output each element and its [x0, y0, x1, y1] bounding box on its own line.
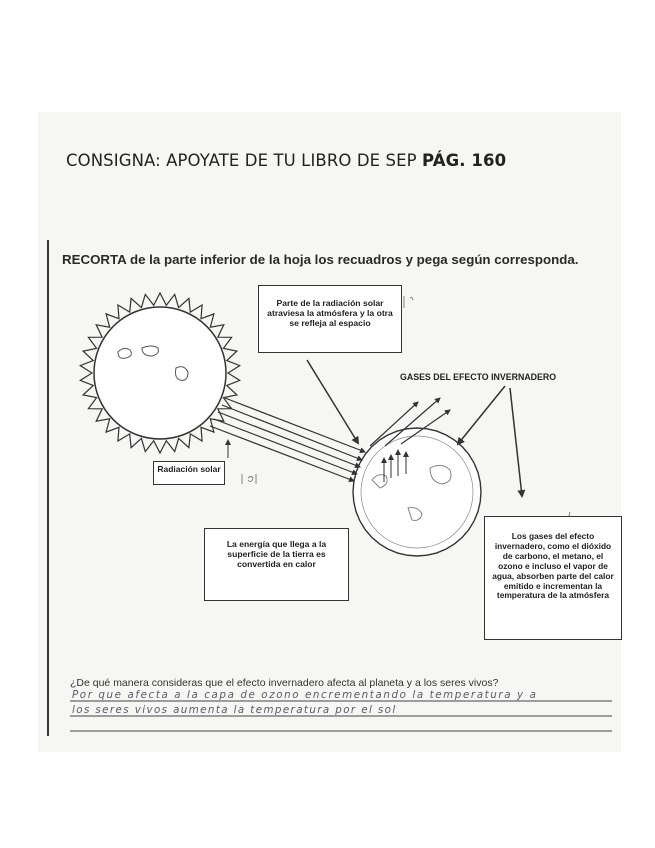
earth-drawing [353, 428, 481, 556]
answer-line-2: los seres vivos aumenta la temperatura por el sol [72, 704, 397, 716]
answer-line-1: Por que afecta a la capa de ozono encrementando la temperatura y a [72, 689, 538, 701]
gases-label: GASES DEL EFECTO INVERNADERO [400, 372, 557, 382]
title-page-ref: PÁG. 160 [422, 151, 507, 170]
box-solar-radiation: Radiación solar [153, 461, 225, 485]
question-prompt: ¿De qué manera consideras que el efecto invernadero afecta al planeta y a los seres vivos? [70, 677, 499, 689]
title-prefix: CONSIGNA: APOYATE DE TU LIBRO DE SEP [66, 151, 423, 170]
box-radiation-split: Parte de la radiación solar atraviesa la atmósfera y la otra se refleja al espacio [258, 285, 402, 353]
instruction-text: RECORTA de la parte inferior de la hoja los recuadros y pega según corresponda. [62, 252, 579, 267]
box-gases-absorb: Los gases del efecto invernadero, como el dióxido de carbono, el metano, el ozono e incluso el vapor de agua, absorben parte del calor emitido e incrementan la temperatura de la atmósfera [484, 516, 622, 640]
solar-ray-arrows [210, 398, 365, 481]
sun-drawing [80, 293, 239, 453]
box-energy-heat: La energía que llega a la superficie de la tierra es convertida en calor [204, 528, 349, 601]
